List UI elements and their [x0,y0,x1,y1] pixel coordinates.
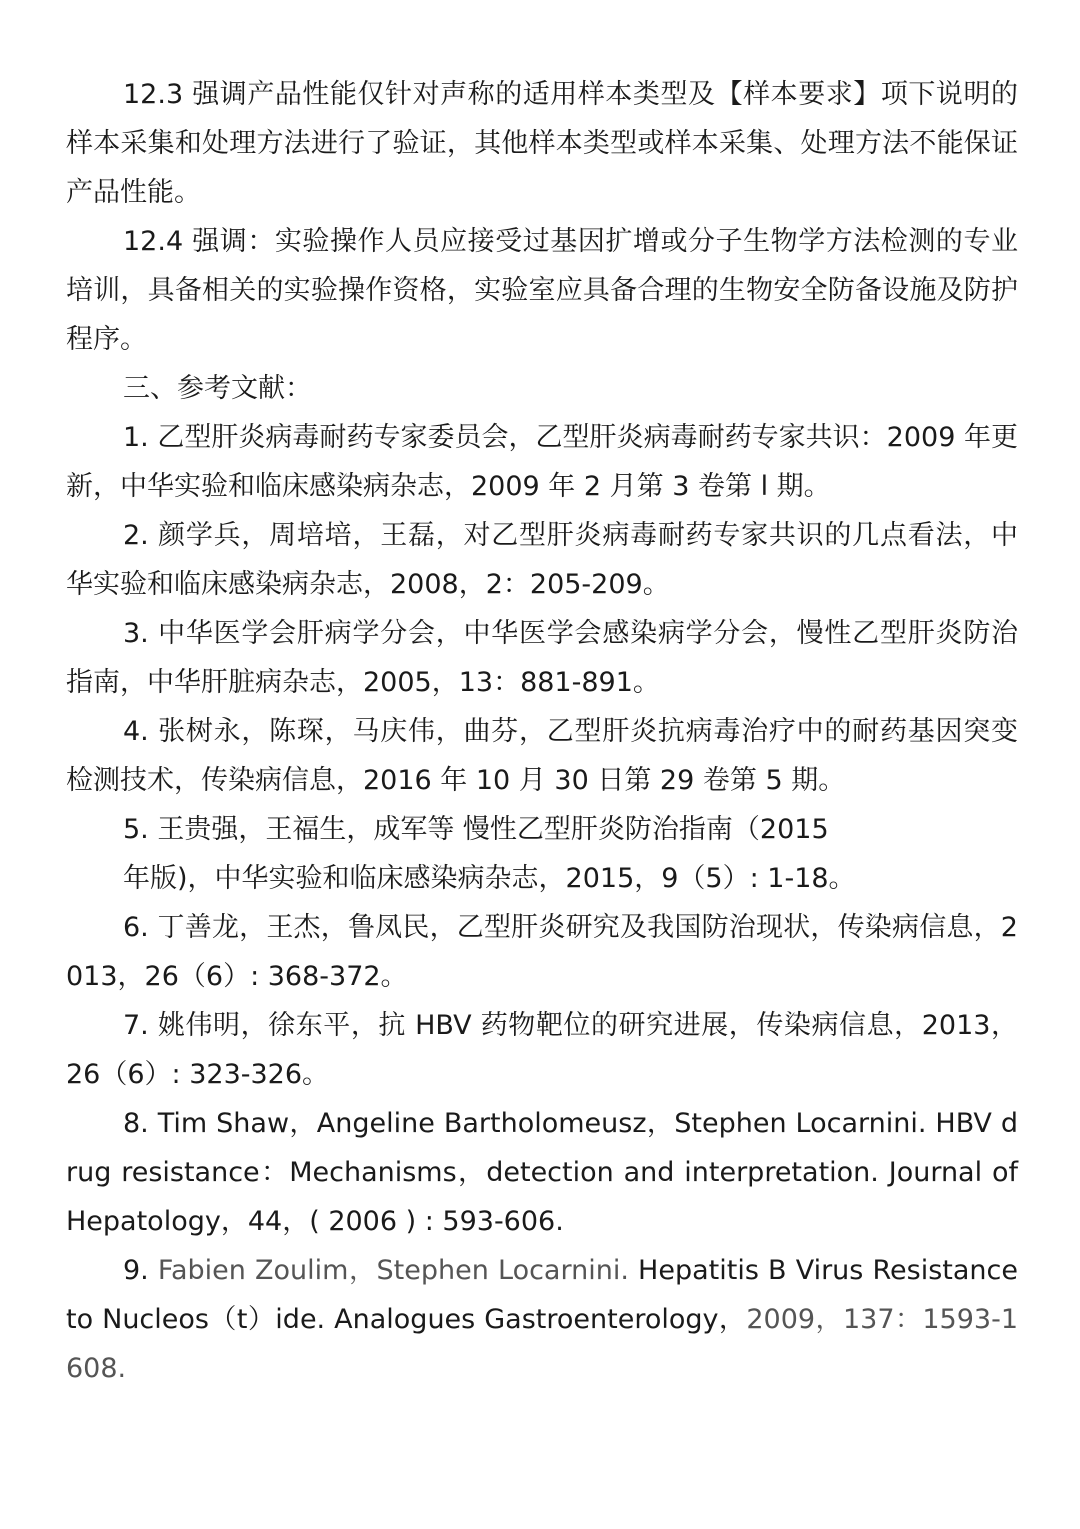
reference-5-line-1: 5. 王贵强，王福生，成军等 慢性乙型肝炎防治指南（2015 [123,814,829,845]
reference-6: 6. 丁善龙，王杰，鲁凤民，乙型肝炎研究及我国防治现状，传染病信息，2013，26（6）: 368-372。 [66,912,1018,992]
reference-9-title: Hepatitis B Virus Resistance to Nucleos（t）ide. Analogues Gastroenterology， [66,1255,1018,1335]
reference-9-number: 9. [123,1255,158,1286]
reference-3: 3. 中华医学会肝病学分会，中华医学会感染病学分会，慢性乙型肝炎防治指南，中华肝脏病杂志，2005，13：881-891。 [66,618,1018,698]
reference-1: 1. 乙型肝炎病毒耐药专家委员会，乙型肝炎病毒耐药专家共识：2009 年更新，中华实验和临床感染病杂志，2009 年 2 月第 3 卷第 l 期。 [66,422,1018,502]
reference-7: 7. 姚伟明，徐东平，抗 HBV 药物靶位的研究进展，传染病信息，2013，26（6）: 323-326。 [66,1010,1018,1090]
section-12-4: 12.4 强调：实验操作人员应接受过基因扩增或分子生物学方法检测的专业培训，具备相关的实验操作资格，实验室应具备合理的生物安全防备设施及防护程序。 [66,226,1018,355]
reference-9-citation: 2009，137：1593-1608. [66,1304,1019,1384]
references-heading: 三、参考文献： [123,373,312,404]
section-12-3: 12.3 强调产品性能仅针对声称的适用样本类型及【样本要求】项下说明的样本采集和处理方法进行了验证，其他样本类型或样本采集、处理方法不能保证产品性能。 [66,79,1018,208]
reference-5-line-2: 年版)，中华实验和临床感染病杂志，2015，9（5）: 1-18。 [123,863,856,894]
reference-8: 8. Tim Shaw，Angeline Bartholomeusz，Stephen Locarnini. HBV drug resistance：Mechanisms，detection and interpretation. Journal of Hepatology，44，( 2006 ) : 593-606. [66,1108,1018,1237]
reference-4: 4. 张树永，陈琛，马庆伟，曲芬，乙型肝炎抗病毒治疗中的耐药基因突变检测技术，传染病信息，2016 年 10 月 30 日第 29 卷第 5 期。 [66,716,1018,796]
reference-9 [66,1246,1018,1393]
reference-5 [66,805,1018,903]
reference-9-authors: Fabien Zoulim，Stephen Locarnini. [157,1255,629,1286]
reference-2: 2. 颜学兵，周培培，王磊，对乙型肝炎病毒耐药专家共识的几点看法，中华实验和临床感染病杂志，2008，2：205-209。 [66,520,1018,600]
